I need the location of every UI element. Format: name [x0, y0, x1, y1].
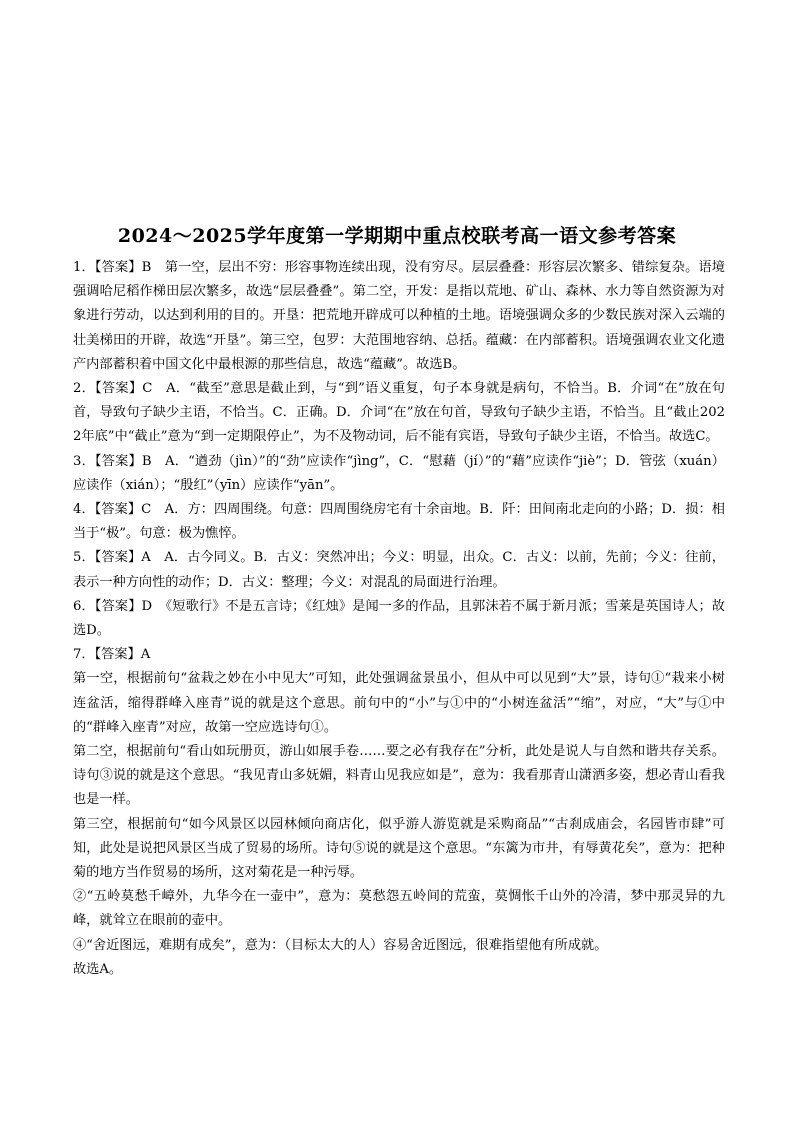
page-title: 2024～2025学年度第一学期期中重点校联考高一语文参考答案 [117, 225, 677, 247]
answer-7-blank-2: 第二空，根据前句“看山如玩册页，游山如展手卷……要之必有我存在”分析，此处是说人与自然和谐共存关系。诗句③说的就是这个意思。“我见青山多妩媚，料青山见我应如是”，意为：我看那青山潇洒多姿，想必青山看我也是一样。 [73, 744, 725, 808]
answer-7-note-4: ④“舍近图远，难期有成矣”，意为：（目标太大的人）容易舍近图远，很难指望他有所成就。 [73, 937, 608, 953]
answer-content [73, 256, 725, 982]
answer-7-conclusion: 故选A。 [73, 961, 123, 977]
answer-4: 4．【答案】C A．方：四周围绕。句意：四周围绕房宅有十余亩地。B．阡：田间南北走向的小路；D．损：相当于“极”。句意：极为憔悴。 [73, 502, 725, 542]
answer-7-note-2: ②“五岭莫愁千嶂外，九华今在一壶中”，意为：莫愁怨五岭间的荒蛮，莫惆怅千山外的冷清，梦中那灵异的九峰，就耸立在眼前的壶中。 [73, 889, 725, 929]
answer-7-blank-1: 第一空，根据前句“盆栽之妙在小中见大”可知，此处强调盆景虽小，但从中可以见到“大”景，诗句①“栽来小树连盆活，缩得群峰入座青”说的就是这个意思。前句中的“小”与①中的“小树连盆活”“缩”，对应，“大”与①中的“群峰入座青”对应，故第一空应选诗句①。 [73, 671, 725, 735]
answer-1: 1．【答案】B 第一空，层出不穷：形容事物连续出现，没有穷尽。层层叠叠：形容层次繁多、错综复杂。语境强调哈尼稻作梯田层次繁多，故选“层层叠叠”。第二空，开发：是指以荒地、矿山、森林、水力等自然资源为对象进行劳动，以达到利用的目的。开垦：把荒地开辟成可以种植的土地。语境强调众多的少数民族对深入云端的壮美梯田的开辟，故选“开垦”。第三空，包罗：大范围地容纳、总括。蕴藏：在内部蓄积。语境强调农业文化遗产内部蓄积着中国文化中最根源的那些信息，故选“蕴藏”。故选B。 [73, 260, 725, 372]
answer-7: 7．【答案】A [73, 647, 151, 663]
answer-7-blank-3: 第三空，根据前句“如今风景区以园林倾向商店化，似乎游人游览就是采购商品”“古刹成庙会，名园皆市肆”可知，此处是说把风景区当成了贸易的场所。诗句⑤说的就是这个意思。“东篱为市井，有辱黄花矣”，意为：把种菊的地方当作贸易的场所，这对菊花是一种污辱。 [73, 816, 725, 881]
answer-6: 6．【答案】D 《短歌行》不是五言诗；《红烛》是闻一多的作品，且郭沫若不属于新月派；雪莱是英国诗人；故选D。 [73, 598, 725, 639]
answer-5: 5．【答案】A A．古今同义。B．古义：突然冲出；今义：明显，出众。C．古义：以前，先前；今义：往前，表示一种方向性的动作；D．古义：整理；今义：对混乱的局面进行治理。 [73, 550, 725, 590]
answer-2: 2．【答案】C A．“截至”意思是截止到，与“到”语义重复，句子本身就是病句，不恰当。B．介词“在”放在句首，导致句子缺少主语，不恰当。C．正确。D．介词“在”放在句首，导致句子缺少主语，不恰当。且“截止2022年底”中“截止”意为“到一定期限停止”，为不及物动词，后不能有宾语，导致句子缺少主语，不恰当。故选C。 [73, 381, 725, 445]
answer-3: 3．【答案】B A．“遒劲（jìn）”的“劲”应读作“jìng”，C．“慰藉（jí）”的“藉”应读作“jiè”；D．管弦（xuán）应读作（xián）；“殷红”（yīn）应读作“yān”。 [73, 453, 725, 493]
